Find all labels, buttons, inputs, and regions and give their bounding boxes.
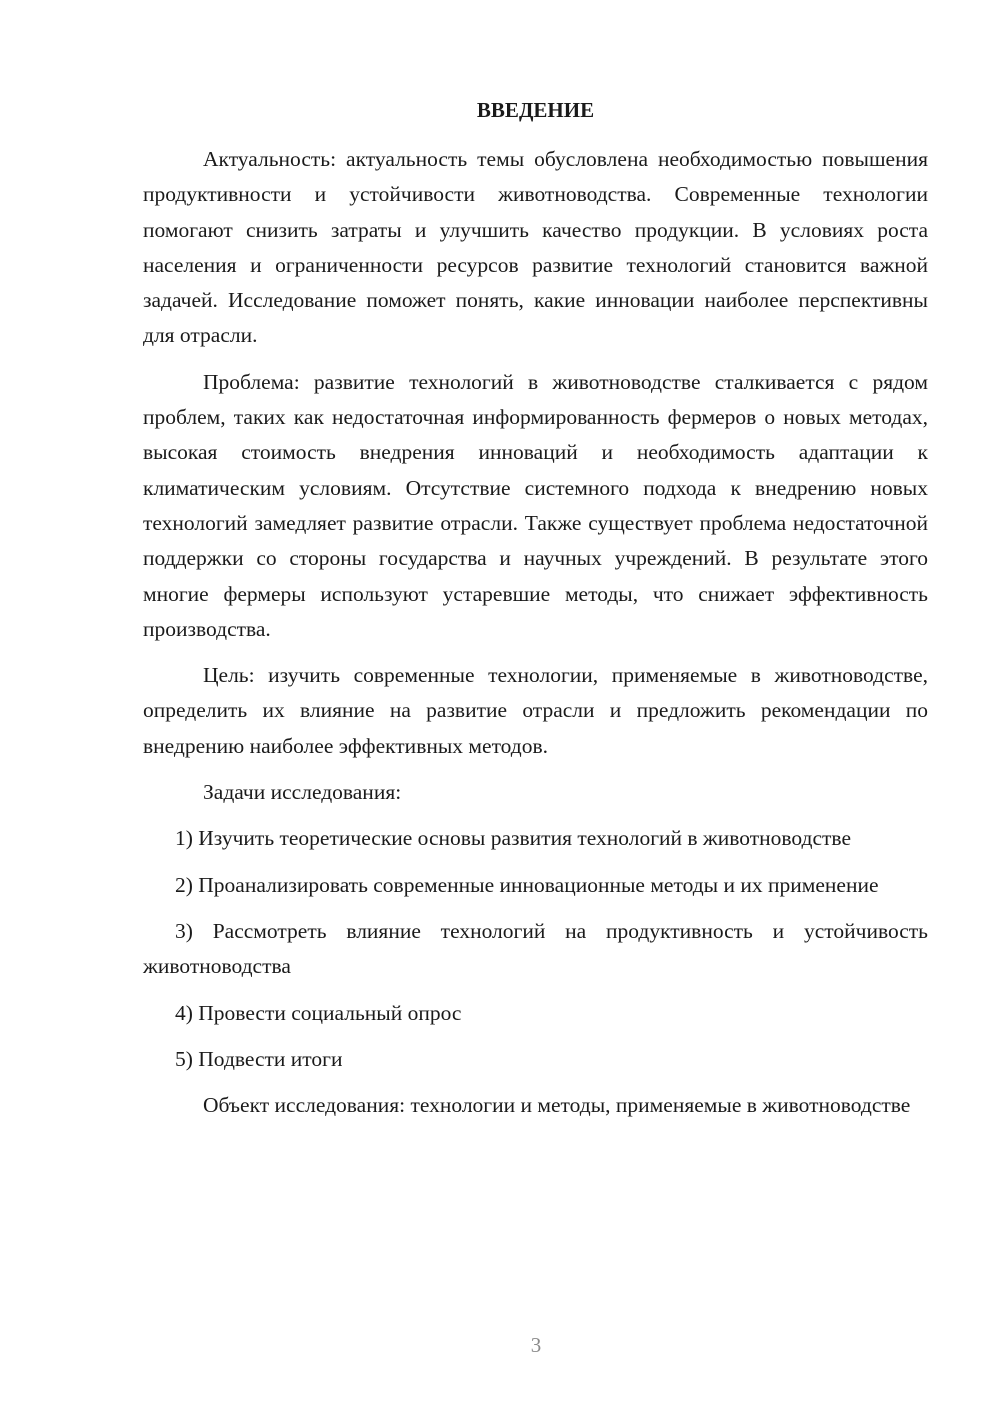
problem-paragraph: Проблема: развитие технологий в животноводстве сталкивается с рядом проблем, таких как недостаточная информированность фермеров о новых методах, высокая стоимость внедрения инноваций и необходимость адаптации к климатическим условиям. Отсутствие системного подхода к внедрению новых технологий замедляет развитие отрасли. Также существует проблема недостаточной поддержки со стороны государства и научных учреждений. В результате этого многие фермеры используют устаревшие методы, что снижает эффективность производства. [143,369,928,641]
task-item-1: 1) Изучить теоретические основы развития технологий в животноводстве [175,826,852,851]
tasks-heading: Задачи исследования: [203,780,402,805]
document-page [143,92,928,1134]
task-item-5: 5) Подвести итоги [175,1046,343,1071]
page-number: 3 [530,1333,542,1357]
task-item-2: 2) Проанализировать современные инновационные методы и их применение [175,872,879,897]
section-title: ВВЕДЕНИЕ [476,98,595,122]
task-item-4: 4) Провести социальный опрос [175,1000,462,1025]
goal-paragraph: Цель: изучить современные технологии, применяемые в животноводстве, определить их влияние на развитие отрасли и предложить рекомендации по внедрению наиболее эффективных методов. [143,663,928,758]
relevance-paragraph: Актуальность: актуальность темы обусловлена необходимостью повышения продуктивности и устойчивости животноводства. Современные технологии помогают снизить затраты и улучшить качество продукции. В условиях роста населения и ограниченности ресурсов развитие технологий становится важной задачей. Исследование поможет понять, какие инновации наиболее перспективны для отрасли. [143,147,928,348]
task-item-3: 3) Рассмотреть влияние технологий на продуктивность и устойчивость животноводства [143,918,928,979]
object-paragraph: Объект исследования: технологии и методы, применяемые в животноводстве [203,1093,911,1118]
